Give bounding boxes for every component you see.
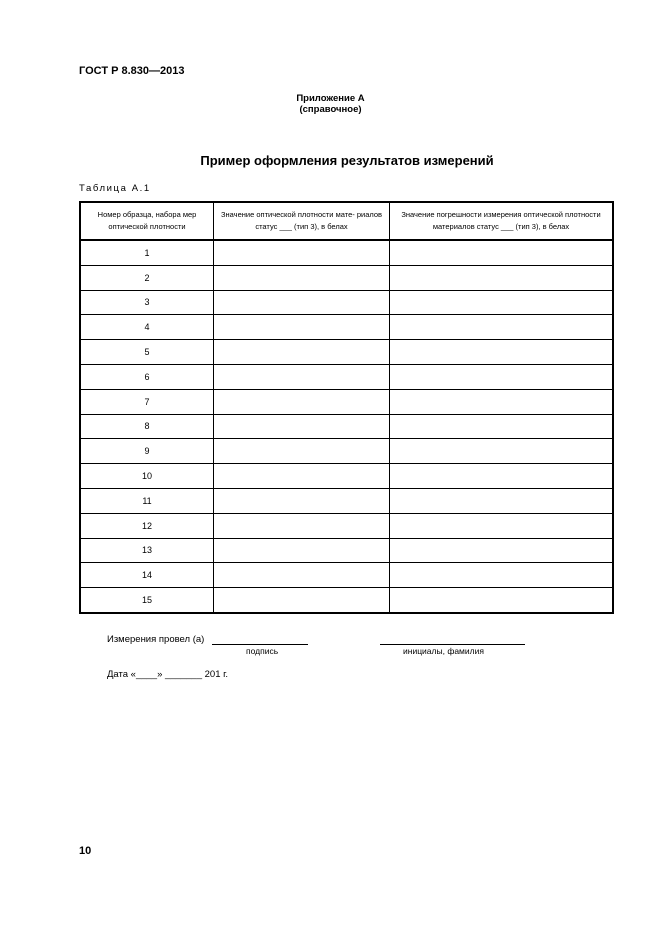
table-row [80,414,613,439]
table-row [80,265,613,290]
optical-density-cell[interactable] [214,265,390,290]
sample-number-cell: 3 [80,290,214,315]
sample-number-cell: 12 [80,513,214,538]
optical-density-cell[interactable] [214,513,390,538]
optical-density-cell[interactable] [214,488,390,513]
table-row [80,290,613,315]
table-row [80,315,613,340]
document-code: ГОСТ Р 8.830—2013 [79,65,185,77]
measurement-error-cell[interactable] [390,290,614,315]
column-header-sample-number: Номер образца, набора мер оптической плотности [80,202,214,240]
measurement-error-cell[interactable] [390,488,614,513]
optical-density-cell[interactable] [214,464,390,489]
signature-caption: подпись [246,646,279,656]
page-number: 10 [79,845,92,857]
sample-number-cell: 8 [80,414,214,439]
signature-label: Измерения провел (а) [107,634,205,645]
table-caption: Таблица А.1 [79,183,151,194]
table-row [80,340,613,365]
results-table [79,201,614,614]
table-header-row [80,202,613,240]
measurement-error-cell[interactable] [390,588,614,613]
measurement-error-cell[interactable] [390,563,614,588]
appendix-type: (справочное) [299,104,362,115]
measurement-error-cell[interactable] [390,439,614,464]
page-title: Пример оформления результатов измерений [200,153,494,168]
sample-number-cell: 14 [80,563,214,588]
table-row [80,240,613,265]
measurement-error-cell[interactable] [390,414,614,439]
table-row [80,538,613,563]
optical-density-cell[interactable] [214,414,390,439]
column-header-measurement-error: Значение погрешности измерения оптической плотности материалов статус ___ (тип 3), в белах [390,202,614,240]
table-row [80,563,613,588]
table-row [80,513,613,538]
optical-density-cell[interactable] [214,588,390,613]
sample-number-cell: 15 [80,588,214,613]
table-row [80,389,613,414]
name-line [380,644,525,645]
table-row [80,464,613,489]
sample-number-cell: 9 [80,439,214,464]
appendix-heading [0,93,661,115]
sample-number-cell: 5 [80,340,214,365]
table-body [80,240,613,613]
name-caption: инициалы, фамилия [403,646,484,656]
sample-number-cell: 6 [80,364,214,389]
optical-density-cell[interactable] [214,240,390,265]
optical-density-cell[interactable] [214,340,390,365]
optical-density-cell[interactable] [214,563,390,588]
measurement-error-cell[interactable] [390,513,614,538]
sample-number-cell: 13 [80,538,214,563]
measurement-error-cell[interactable] [390,364,614,389]
measurement-error-cell[interactable] [390,464,614,489]
measurement-error-cell[interactable] [390,340,614,365]
table-row [80,588,613,613]
optical-density-cell[interactable] [214,538,390,563]
measurement-error-cell[interactable] [390,315,614,340]
sample-number-cell: 11 [80,488,214,513]
sample-number-cell: 4 [80,315,214,340]
sample-number-cell: 2 [80,265,214,290]
optical-density-cell[interactable] [214,315,390,340]
table-row [80,364,613,389]
optical-density-cell[interactable] [214,364,390,389]
measurement-error-cell[interactable] [390,240,614,265]
optical-density-cell[interactable] [214,389,390,414]
table-row [80,488,613,513]
column-header-optical-density: Значение оптической плотности мате- риалов статус ___ (тип 3), в белах [214,202,390,240]
signature-line [212,644,308,645]
measurement-error-cell[interactable] [390,538,614,563]
optical-density-cell[interactable] [214,439,390,464]
sample-number-cell: 1 [80,240,214,265]
table-row [80,439,613,464]
measurement-error-cell[interactable] [390,265,614,290]
sample-number-cell: 7 [80,389,214,414]
measurement-error-cell[interactable] [390,389,614,414]
optical-density-cell[interactable] [214,290,390,315]
appendix-label: Приложение А [296,93,365,104]
date-line: Дата «____» _______ 201 г. [107,669,229,680]
sample-number-cell: 10 [80,464,214,489]
